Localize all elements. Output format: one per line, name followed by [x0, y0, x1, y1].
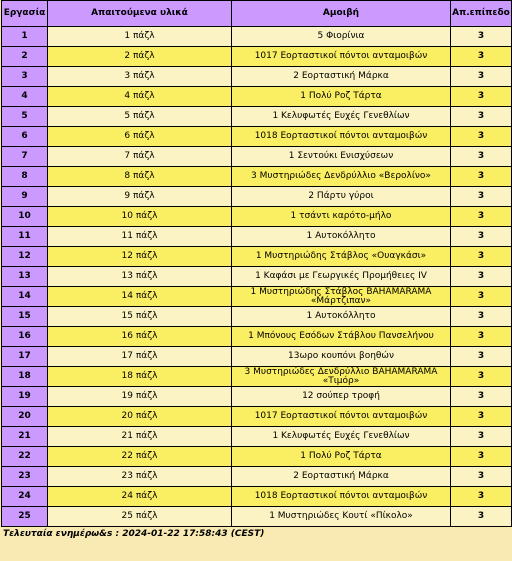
level-cell: 3 [451, 307, 512, 327]
table-body [2, 27, 512, 527]
table-row [2, 307, 512, 327]
task-number-cell: 9 [2, 187, 48, 207]
materials-cell: 12 πάζλ [48, 247, 232, 267]
table-row [2, 47, 512, 67]
reward-cell: 3 Μυστηριώδες Δενδρύλλιο «Βερολίνο» [232, 167, 451, 187]
table-row [2, 447, 512, 467]
table-row [2, 407, 512, 427]
level-cell: 3 [451, 187, 512, 207]
task-number-cell: 2 [2, 47, 48, 67]
materials-cell: 4 πάζλ [48, 87, 232, 107]
task-number-cell: 3 [2, 67, 48, 87]
table-row [2, 507, 512, 527]
reward-cell: 5 Φιορίνια [232, 27, 451, 47]
task-number-cell: 14 [2, 287, 48, 307]
level-cell: 3 [451, 87, 512, 107]
reward-cell: 3 Μυστηριώδες Δενδρύλλιο BAHAMARAMA «Τιμόρ» [232, 367, 451, 387]
last-updated: Τελευταία ενημέρω&s : 2024-01-22 17:58:43 (CEST) [3, 529, 265, 539]
reward-cell: 2 Πάρτυ γύροι [232, 187, 451, 207]
materials-cell: 15 πάζλ [48, 307, 232, 327]
task-number-cell: 15 [2, 307, 48, 327]
task-number-cell: 19 [2, 387, 48, 407]
task-number-cell: 6 [2, 127, 48, 147]
materials-cell: 5 πάζλ [48, 107, 232, 127]
reward-cell: 12 σούπερ τροφή [232, 387, 451, 407]
header-level: Απ.επίπεδο [451, 1, 512, 27]
reward-cell: 1 Πολύ Ροζ Τάρτα [232, 87, 451, 107]
reward-cell: 1 Μπόνους Εσόδων Στάβλου Πανσελήνου [232, 327, 451, 347]
task-number-cell: 12 [2, 247, 48, 267]
table-row [2, 287, 512, 307]
materials-cell: 18 πάζλ [48, 367, 232, 387]
reward-cell: 1 Αυτοκόλλητο [232, 307, 451, 327]
task-number-cell: 17 [2, 347, 48, 367]
reward-cell: 2 Εορταστική Μάρκα [232, 467, 451, 487]
table-row [2, 427, 512, 447]
task-number-cell: 16 [2, 327, 48, 347]
materials-cell: 17 πάζλ [48, 347, 232, 367]
level-cell: 3 [451, 287, 512, 307]
materials-cell: 22 πάζλ [48, 447, 232, 467]
reward-cell: 2 Εορταστική Μάρκα [232, 67, 451, 87]
materials-cell: 1 πάζλ [48, 27, 232, 47]
task-number-cell: 4 [2, 87, 48, 107]
level-cell: 3 [451, 427, 512, 447]
materials-cell: 16 πάζλ [48, 327, 232, 347]
level-cell: 3 [451, 247, 512, 267]
level-cell: 3 [451, 447, 512, 467]
materials-cell: 20 πάζλ [48, 407, 232, 427]
level-cell: 3 [451, 147, 512, 167]
table-row [2, 367, 512, 387]
reward-cell: 1 Μυστηριώδες Κουτί «Πίκολο» [232, 507, 451, 527]
reward-cell: 1 Μυστηριώδης Στάβλος BAHAMARAMA «Μάρτζιπαν» [232, 287, 451, 307]
materials-cell: 11 πάζλ [48, 227, 232, 247]
table-header [2, 1, 512, 27]
table-row [2, 167, 512, 187]
reward-cell: 1 Αυτοκόλλητο [232, 227, 451, 247]
materials-cell: 14 πάζλ [48, 287, 232, 307]
level-cell: 3 [451, 407, 512, 427]
reward-cell: 1 Μυστηριώδης Στάβλος «Ουαγκάσι» [232, 247, 451, 267]
header-task: Εργασία [2, 1, 48, 27]
table-row [2, 247, 512, 267]
quest-table [1, 0, 512, 527]
table-row [2, 467, 512, 487]
task-number-cell: 1 [2, 27, 48, 47]
task-number-cell: 21 [2, 427, 48, 447]
table-row [2, 187, 512, 207]
task-number-cell: 5 [2, 107, 48, 127]
task-number-cell: 25 [2, 507, 48, 527]
reward-cell: 1 Σεντούκι Ενισχύσεων [232, 147, 451, 167]
task-number-cell: 11 [2, 227, 48, 247]
level-cell: 3 [451, 267, 512, 287]
task-number-cell: 22 [2, 447, 48, 467]
materials-cell: 3 πάζλ [48, 67, 232, 87]
level-cell: 3 [451, 227, 512, 247]
level-cell: 3 [451, 67, 512, 87]
table-row [2, 267, 512, 287]
level-cell: 3 [451, 347, 512, 367]
task-number-cell: 18 [2, 367, 48, 387]
table-row [2, 27, 512, 47]
level-cell: 3 [451, 47, 512, 67]
task-number-cell: 13 [2, 267, 48, 287]
level-cell: 3 [451, 327, 512, 347]
task-number-cell: 8 [2, 167, 48, 187]
task-number-cell: 20 [2, 407, 48, 427]
materials-cell: 19 πάζλ [48, 387, 232, 407]
table-row [2, 387, 512, 407]
materials-cell: 13 πάζλ [48, 267, 232, 287]
reward-cell: 1017 Εορταστικοί πόντοι ανταμοιβών [232, 47, 451, 67]
level-cell: 3 [451, 387, 512, 407]
table-row [2, 227, 512, 247]
materials-cell: 8 πάζλ [48, 167, 232, 187]
level-cell: 3 [451, 487, 512, 507]
materials-cell: 10 πάζλ [48, 207, 232, 227]
table-row [2, 147, 512, 167]
materials-cell: 7 πάζλ [48, 147, 232, 167]
level-cell: 3 [451, 27, 512, 47]
task-number-cell: 10 [2, 207, 48, 227]
materials-cell: 25 πάζλ [48, 507, 232, 527]
table-row [2, 347, 512, 367]
table-row [2, 327, 512, 347]
reward-cell: 1018 Εορταστικοί πόντοι ανταμοιβών [232, 487, 451, 507]
reward-cell: 1 Κελυφωτές Ευχές Γενεθλίων [232, 427, 451, 447]
table-row [2, 87, 512, 107]
reward-cell: 1018 Εορταστικοί πόντοι ανταμοιβών [232, 127, 451, 147]
level-cell: 3 [451, 367, 512, 387]
reward-cell: 1 Πολύ Ροζ Τάρτα [232, 447, 451, 467]
level-cell: 3 [451, 467, 512, 487]
reward-cell: 1 Καφάσι με Γεωργικές Προμήθειες IV [232, 267, 451, 287]
materials-cell: 9 πάζλ [48, 187, 232, 207]
header-reward: Αμοιβή [232, 1, 451, 27]
level-cell: 3 [451, 207, 512, 227]
materials-cell: 2 πάζλ [48, 47, 232, 67]
task-number-cell: 7 [2, 147, 48, 167]
header-materials: Απαιτούμενα υλικά [48, 1, 232, 27]
materials-cell: 23 πάζλ [48, 467, 232, 487]
level-cell: 3 [451, 127, 512, 147]
reward-cell: 1 τσάντι καρότο-μήλο [232, 207, 451, 227]
reward-cell: 1017 Εορταστικοί πόντοι ανταμοιβών [232, 407, 451, 427]
level-cell: 3 [451, 167, 512, 187]
table-row [2, 127, 512, 147]
table-row [2, 487, 512, 507]
table-row [2, 107, 512, 127]
materials-cell: 21 πάζλ [48, 427, 232, 447]
table-row [2, 207, 512, 227]
level-cell: 3 [451, 107, 512, 127]
task-number-cell: 24 [2, 487, 48, 507]
reward-cell: 13ωρο κουπόνι βοηθών [232, 347, 451, 367]
table-row [2, 67, 512, 87]
task-number-cell: 23 [2, 467, 48, 487]
header-row [2, 1, 512, 27]
materials-cell: 6 πάζλ [48, 127, 232, 147]
level-cell: 3 [451, 507, 512, 527]
materials-cell: 24 πάζλ [48, 487, 232, 507]
reward-cell: 1 Κελυφωτές Ευχές Γενεθλίων [232, 107, 451, 127]
